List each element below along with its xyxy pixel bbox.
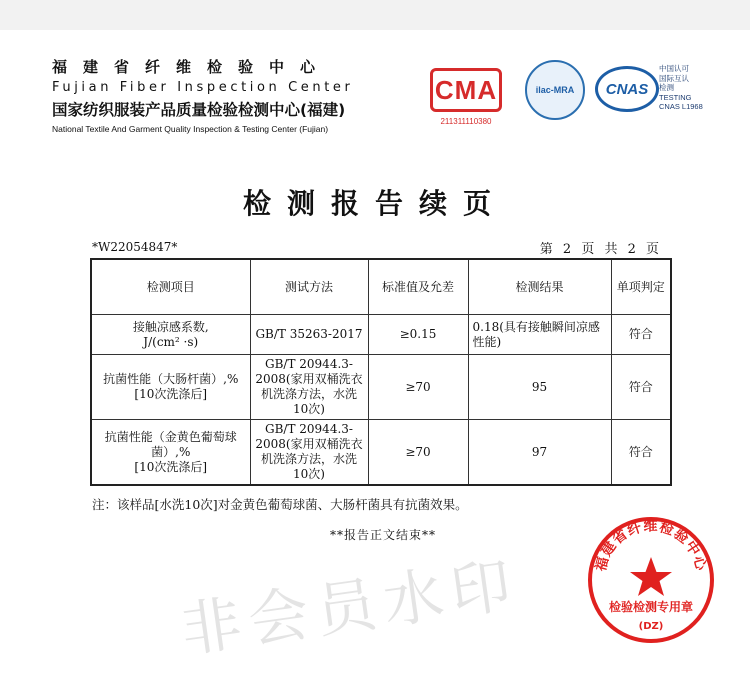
report-id: *W22054847* [92,240,178,254]
cma-number: 211311110380 [440,117,492,126]
cnas-mark: CNAS [595,66,659,112]
watermark: 非会员水印 [176,549,524,667]
cell-item: 接触凉感系数, J/(cm² ·s) [91,315,250,355]
seal-center-text: 检验检测专用章 [608,600,694,614]
cell-standard: ≥0.15 [368,315,468,355]
org-name-cn: 福建省纤维检验中心 [52,58,332,76]
col-header-item: 检测项目 [91,259,250,315]
cnas-side-line: TESTING [659,92,692,102]
accreditation-logos [430,60,720,160]
col-header-standard: 标准值及允差 [368,259,468,315]
page-number: 第 2 页 共 2 页 [539,242,662,257]
cell-standard: ≥70 [368,355,468,420]
cnas-logo [595,60,720,120]
cnas-side-line: 国际互认 [659,73,689,83]
cell-verdict: 符合 [611,315,671,355]
cell-verdict: 符合 [611,420,671,486]
seal-code: (DZ) [638,621,664,632]
cell-item: 抗菌性能（大肠杆菌）,% [10次洗涤后] [91,355,250,420]
cma-logo [430,68,504,126]
center-name-cn: 国家纺织服装产品质量检验检测中心(福建) [52,101,346,119]
results-table [90,258,672,486]
col-header-method: 测试方法 [250,259,368,315]
cnas-side-line: 检测 [659,83,674,92]
table-row [91,315,671,355]
cnas-side-text [659,64,703,112]
cnas-side-line: CNAS L1968 [659,102,703,111]
table-row [91,420,671,486]
end-of-report: **报告正文结束** [329,528,436,542]
center-name-en: National Textile And Garment Quality Inspection & Testing Center (Fujian) [52,124,329,134]
cell-result: 97 [468,420,611,486]
report-title: 检测报告续页 [242,187,507,220]
official-seal [586,515,716,645]
cell-verdict: 符合 [611,355,671,420]
cnas-side-line: 中国认可 [659,64,689,73]
col-header-verdict: 单项判定 [611,259,671,315]
seal-ring-text: 福建省纤维检验中心 [593,518,709,574]
cell-result: 0.18(具有接触瞬间凉感性能) [468,315,611,355]
org-header [52,56,382,134]
cell-item: 抗菌性能（金黄色葡萄球菌）,% [10次洗涤后] [91,420,250,486]
cell-method: GB/T 20944.3-2008(家用双桶洗衣机洗涤方法，水洗10次) [250,420,368,486]
cell-method: GB/T 20944.3-2008(家用双桶洗衣机洗涤方法，水洗10次) [250,355,368,420]
remark-note: 注：该样品[水洗10次]对金黄色葡萄球菌、大肠杆菌具有抗菌效果。 [92,497,468,512]
cell-method: GB/T 35263-2017 [250,315,368,355]
org-name-en: Fujian Fiber Inspection Center [52,80,354,95]
cma-mark: CMA [430,68,502,112]
table-row [91,355,671,420]
table-header-row [91,259,671,315]
seal-star-icon [630,557,672,596]
col-header-result: 检测结果 [468,259,611,315]
ilac-text: ilac-MRA [535,85,575,95]
cell-standard: ≥70 [368,420,468,486]
ilac-mra-logo [525,60,585,120]
cell-result: 95 [468,355,611,420]
